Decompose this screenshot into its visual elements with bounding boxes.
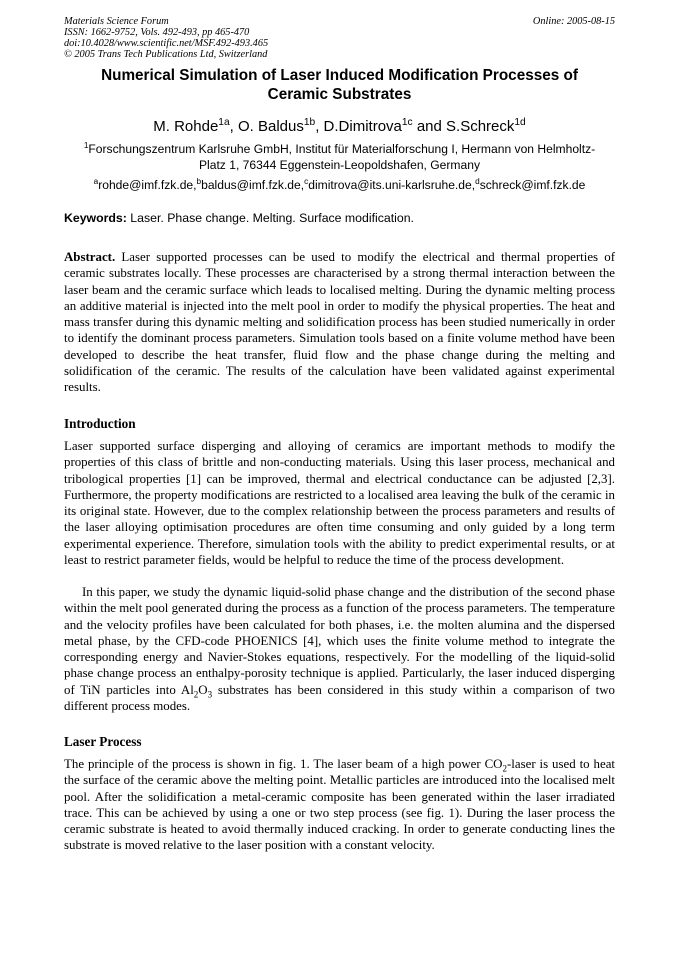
author-sup: 1c xyxy=(401,117,413,128)
paragraph-text: O xyxy=(198,682,208,697)
author-sup: 1b xyxy=(303,117,316,128)
email-sup: d xyxy=(475,176,480,186)
author-sup: 1a xyxy=(218,117,230,128)
author-separator: , xyxy=(229,118,238,135)
keywords xyxy=(64,210,615,226)
email-address[interactable]: schreck@imf.fzk.de xyxy=(479,178,586,192)
journal-copyright: © 2005 Trans Tech Publications Ltd, Switzerland xyxy=(64,49,268,61)
paragraph-text: In this paper, we study the dynamic liquid-solid phase change and the distribution of the second phase within the melt pool generated during the process as a function of the process parameters. The temperature and the velocity profiles have been calculated for both phases, i.e. the molten alumina and the dispersed metal phase, by the CFD-code PHOENICS [4], which uses the finite volume method to integrate the corresponding energy and Navier-Stokes equations, respectively. For the modelling of the liquid-solid phase change process an enthalpy-porosity technique is applied. Particularly, the laser induced disperging of TiN particles into Al xyxy=(64,585,615,697)
subscript: 2 xyxy=(193,689,199,700)
author-name: D.Dimitrova xyxy=(323,118,402,135)
author-name: O. Baldus xyxy=(237,118,304,135)
author-name: M. Rohde xyxy=(153,118,219,135)
title-line-1: Numerical Simulation of Laser Induced Modification Processes of xyxy=(101,67,578,84)
introduction-paragraph-2 xyxy=(64,584,615,714)
email-address[interactable]: baldus@imf.fzk.de, xyxy=(201,178,305,192)
paper-title xyxy=(64,66,615,104)
subscript: 2 xyxy=(502,763,508,774)
author-separator: , xyxy=(315,118,324,135)
journal-doi[interactable]: doi:10.4028/www.scientific.net/MSF.492-493.465 xyxy=(64,38,269,50)
journal-name: Materials Science Forum xyxy=(64,16,169,27)
laser-process-paragraph-1 xyxy=(64,756,615,854)
abstract-label: Abstract. xyxy=(64,250,116,264)
abstract xyxy=(64,249,615,396)
title-line-2: Ceramic Substrates xyxy=(267,86,412,103)
email-address[interactable]: dimitrova@its.uni-karlsruhe.de, xyxy=(308,178,476,192)
journal-issn: ISSN: 1662-9752, Vols. 492-493, pp 465-470 xyxy=(64,27,250,39)
journal-header xyxy=(64,16,268,60)
email-list xyxy=(64,177,615,193)
section-heading-laser-process: Laser Process xyxy=(64,734,142,749)
abstract-text: Laser supported processes can be used to modify the electrical and thermal properties of ceramic substrates locally. These processes are characterised by a strong thermal interaction between the laser beam and the ceramic surface which leads to localised melting. During the dynamic melting process an additive material is injected into the melt pool in order to modify the physical properties. The heat and mass transfer during this dynamic melting and solidification process has been studied numerically in order to identify the dominant process parameters. Simulation tools based on a finite volume method have been developed to describe the heat transfer, fluid flow and the phase change during the melting and solidification of the ceramic. The results of the calculation have been validated against experimental results. xyxy=(64,250,615,395)
affiliation-line-1: Forschungszentrum Karlsruhe GmbH, Institut für Materialforschung I, Hermann von Helmholtz- xyxy=(88,142,596,156)
affiliation-sup: 1 xyxy=(83,140,89,150)
paragraph-text: -laser is used to heat the surface of the ceramic above the melting point. Metallic particles are introduced into the localised melt pool. After the solidification a metal-ceramic composite has been generated within the laser irradiated trace. This can be achieved by using a one or two step process (see fig. 1). During the laser process the ceramic substrate is heated to avoid thermally induced cracking. In order to generate conducting lines the substrate is moved relative to the laser position with a constant velocity. xyxy=(64,757,615,853)
keywords-label: Keywords: xyxy=(64,211,127,225)
keywords-text: Laser. Phase change. Melting. Surface modification. xyxy=(126,211,414,225)
online-date: Online: 2005-08-15 xyxy=(532,16,615,27)
email-sup: b xyxy=(196,176,202,186)
affiliation xyxy=(64,141,615,173)
affiliation-line-2: Platz 1, 76344 Eggenstein-Leopoldshafen, Germany xyxy=(198,158,481,172)
author-sup: 1d xyxy=(514,117,526,128)
author-name: S.Schreck xyxy=(446,118,515,135)
section-heading-introduction: Introduction xyxy=(64,416,136,431)
email-sup: c xyxy=(304,176,309,186)
paragraph-text: substrates has been considered in this study within a comparison of two different process modes. xyxy=(64,682,615,714)
paragraph-text: The principle of the process is shown in fig. 1. The laser beam of a high power CO xyxy=(64,757,503,771)
email-address[interactable]: rohde@imf.fzk.de, xyxy=(98,178,197,192)
subscript: 3 xyxy=(207,689,213,700)
introduction-paragraph-1: Laser supported surface disperging and alloying of ceramics are important methods to modify the properties of this class of brittle and non-conducting materials. Using this laser process, mechanical and tribological properties [1] can be improved, thermal and electrical conductance can be adjusted [2,3]. Furthermore, the property modifications are restricted to a localised area leaving the bulk of the ceramic in its original state. However, due to the complex relationship between the process parameters and results of the laser alloying optimisation procedures are often time consuming and only guided by a long term experimental experience. Therefore, simulation tools with the ability to predict experimental results, or at least to restrict parameter fields, would be helpful to reduce the time of the process development. xyxy=(64,439,615,568)
author-list xyxy=(64,118,615,136)
email-sup: a xyxy=(93,176,99,186)
author-separator: and xyxy=(412,118,447,135)
